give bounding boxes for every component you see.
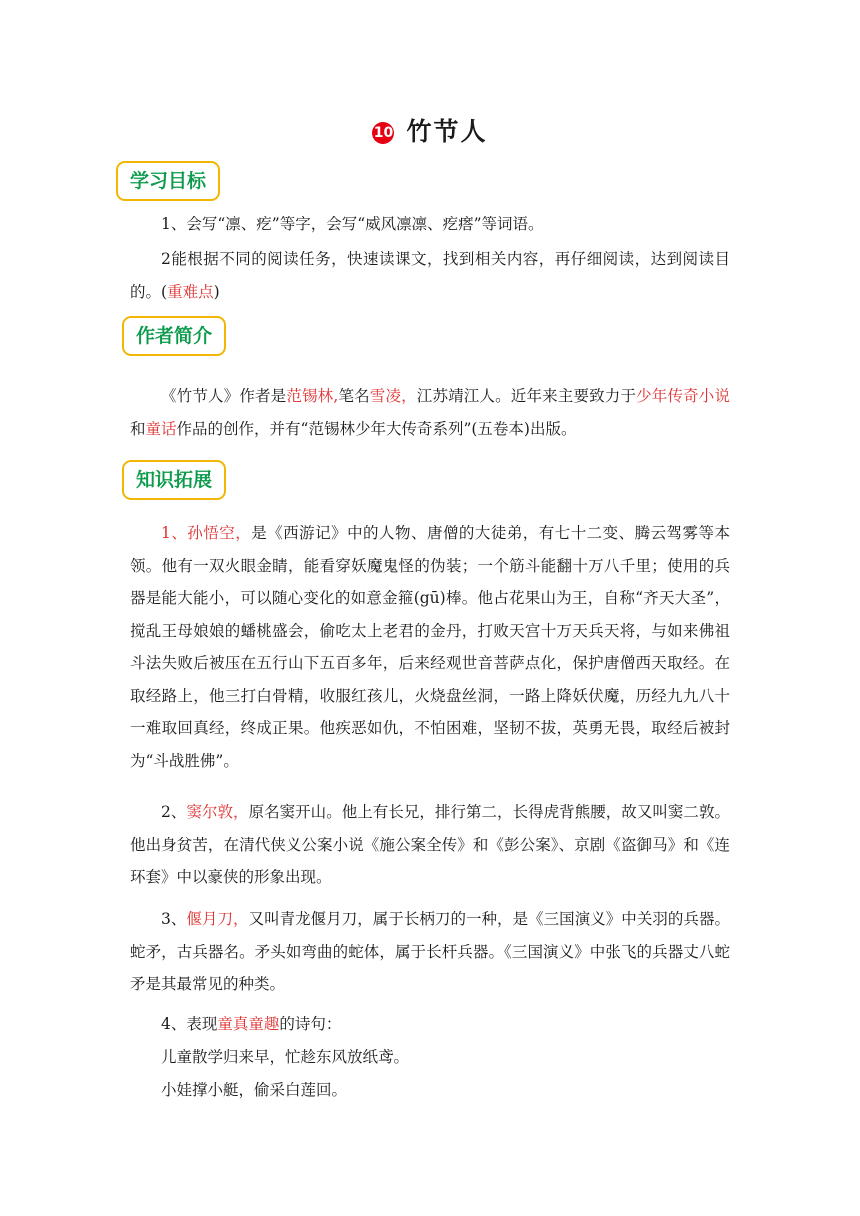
knowledge-item-1-text: 是《西游记》中的人物、唐僧的大徒弟，有七十二变、腾云驾雾等本领。他有一双火眼金睛，能看穿妖魔鬼怪的伪装；一个筋斗能翻十万八千里；使用的兵器是能大能小，可以随心变化的如意金箍(gū)棒。他占花果山为王，自称“齐天大圣”，搅乱王母娘娘的蟠桃盛会，偷吃太上老君的金丹，打败天宫十万天兵天将，与如来佛祖斗法失败后被压在五行山下五百多年，后来经观世音菩萨点化，保护唐僧西天取经。在取经路上，他三打白骨精，收服红孩儿，火烧盘丝洞，一路上降妖伏魔，历经九九八十一难取回真经，终成正果。他疾恶如仇，不怕困难，坚韧不拔，英勇无畏，取经后被封为“斗战胜佛”。	[130, 524, 730, 770]
knowledge-item-1	[130, 517, 730, 777]
section-heading-goals: 学习目标	[116, 161, 220, 201]
goal-item-2-end: )	[213, 282, 220, 301]
knowledge-item-3-number: 3、	[161, 910, 187, 928]
author-pen-name: 雪凌，	[369, 387, 417, 405]
yanyue-dao-label: 偃月刀，	[186, 910, 249, 928]
knowledge-item-4-text-2: 的诗句：	[279, 1015, 342, 1033]
author-paragraph	[130, 380, 730, 445]
author-text-5: 作品的创作，并有“范锡林少年大传奇系列”(五卷本)出版。	[176, 419, 577, 438]
goal-item-2	[130, 243, 730, 308]
author-text-1: 《竹节人》作者是	[161, 387, 287, 405]
author-text-3: 江苏靖江人。近年来主要致力于	[416, 387, 637, 405]
knowledge-item-3	[130, 903, 730, 1001]
knowledge-item-2-number: 2、	[161, 803, 187, 821]
genre-fairy-tale: 童话	[145, 419, 177, 438]
sun-wukong-label: 1、孙悟空，	[161, 524, 252, 542]
goal-item-1: 1、会写“凛、疙”等字，会写“威风凛凛、疙瘩”等词语。	[161, 215, 544, 233]
poem-line-1: 儿童散学归来早，忙趁东风放纸鸢。	[161, 1048, 410, 1066]
dou-erdun-label: 窦尔敦，	[186, 803, 249, 821]
lesson-title-text: 竹节人	[406, 117, 488, 146]
knowledge-item-4	[130, 1008, 730, 1041]
key-point-label: 重难点	[167, 282, 214, 301]
childlike-fun-label: 童真童趣	[217, 1015, 280, 1033]
knowledge-item-2-text: 原名窦开山。他上有长兄，排行第二，长得虎背熊腰，故又叫窦二敦。他出身贫苦，在清代侠义公案小说《施公案全传》和《彭公案》、京剧《盗御马》和《连环套》中以豪侠的形象出现。	[130, 803, 730, 886]
knowledge-item-3-text: 又叫青龙偃月刀，属于长柄刀的一种，是《三国演义》中关羽的兵器。蛇矛，古兵器名。矛头如弯曲的蛇体，属于长杆兵器。《三国演义》中张飞的兵器丈八蛇矛是其最常见的种类。	[130, 910, 730, 993]
knowledge-item-4-text-1: 4、表现	[161, 1015, 218, 1033]
author-text-2: 笔名	[338, 387, 370, 405]
lesson-number-badge: 10	[372, 122, 394, 144]
author-text-4: 和	[130, 419, 146, 438]
poem-line-2: 小娃撑小艇，偷采白莲回。	[161, 1081, 348, 1099]
genre-legend-novel: 少年传奇小说	[636, 387, 730, 405]
goal-item-2-text: 2能根据不同的阅读任务，快速读课文，找到相关内容，再仔细阅读，达到阅读目的。(	[130, 250, 730, 301]
section-heading-author: 作者简介	[122, 316, 226, 356]
lesson-title	[0, 112, 860, 148]
author-name: 范锡林,	[286, 387, 339, 405]
section-heading-knowledge: 知识拓展	[122, 460, 226, 500]
knowledge-item-2	[130, 796, 730, 894]
